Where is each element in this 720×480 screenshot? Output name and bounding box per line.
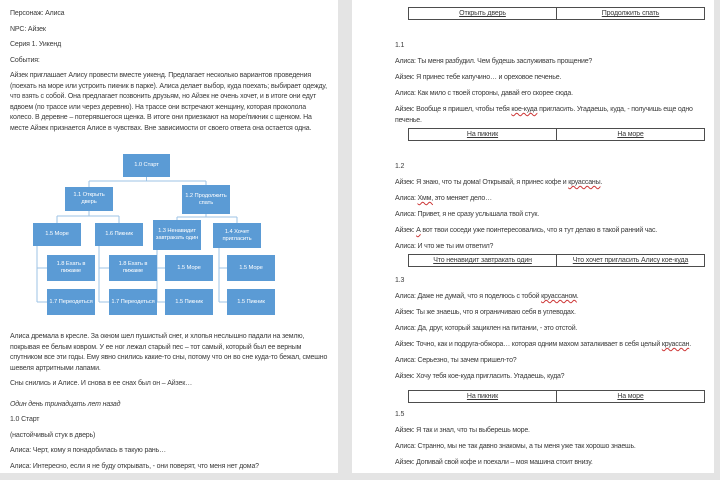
narrative-paragraph-1: Алиса дремала в кресле. За окном шел пушистый снег, и хлопья неслышно падали на землю, покрывая ее белым ковром. У ее ног лежал старый пес – тот самый, который был ее верным спутником все эти годы. Ему явно снились какие-то сны, потому что он во сне куда-то бежал, смешно шевеля артритными лапами. bbox=[10, 333, 328, 372]
dialogue-line: Айзек: А вот твои соседи уже поинтересовались, что я тут делаю в такой ранний час. bbox=[395, 227, 658, 234]
flow-node-open-door: 1.1 Открыть дверь bbox=[65, 187, 113, 211]
dialogue-line: Алиса: Да, друг, который зациклен на питании, - это отстой. bbox=[395, 325, 578, 332]
dialogue-line: Алиса: Серьезно, ты зачем пришел-то? bbox=[395, 357, 517, 364]
choice-table-4 bbox=[408, 390, 705, 403]
section-1-1 bbox=[395, 41, 714, 132]
flow-node-sea-c: 1.5 Море bbox=[165, 255, 213, 281]
choice-link-picnic[interactable]: На пикник bbox=[466, 131, 499, 138]
dialogue-line: Алиса: Странно, мы не так давно знакомы, а ты меня уже так хорошо знаешь. bbox=[395, 443, 636, 450]
flow-node-pajamas-a: 1.8 Ехать в пижаме bbox=[47, 255, 95, 281]
flow-node-picnic-a: 1.6 Пикник bbox=[95, 223, 143, 246]
flow-node-sea-a: 1.5 Море bbox=[33, 223, 81, 246]
choice-link-hates-breakfast[interactable]: Что ненавидит завтракать один bbox=[433, 257, 532, 264]
section-1-3 bbox=[395, 276, 714, 388]
choice-link-wants-invite[interactable]: Что хочет пригласить Алису кое-куда bbox=[556, 255, 704, 266]
dialogue-line: Алиса: Привет, я не сразу услышала твой стук. bbox=[395, 211, 539, 218]
section-id: 1.1 bbox=[395, 42, 405, 49]
events-paragraph: Айзек приглашает Алису провести вместе уикенд. Предлагает несколько вариантов проведения (поехать на море или устроить пикник в парке). Алиса делает выбор, куда поехать; выбирает одежду, что взять с собой. Она предлагает позвонить друзьям, но Айзек не очень хочет, и в итоге они едут вдвоем (по трассе или через деревню). На трассе они встречают женщину, которая проколола колесо. В деревне – потерявшегося щенка. В итоге они приезжают на море/пикник с щенком. На месте Айзек признается Алисе в чувствах. Вне зависимости от своего ответа она остается одна. bbox=[10, 72, 327, 132]
events-label: События: bbox=[10, 56, 40, 64]
flow-node-start: 1.0 Старт bbox=[123, 154, 170, 177]
flow-node-sea-d: 1.5 Море bbox=[227, 255, 275, 281]
page-left bbox=[0, 0, 338, 473]
choice-link-sea[interactable]: На море bbox=[556, 129, 704, 140]
character-line: Персонаж: Алиса bbox=[10, 10, 65, 17]
dialogue-tree-diagram bbox=[0, 150, 338, 322]
dialogue-line: Алиса: Черт, кому я понадобилась в такую рань… bbox=[10, 447, 166, 454]
section-id: 1.5 bbox=[395, 411, 405, 418]
narrative-paragraph-2: Сны снились и Алисе. И снова в ее снах был он – Айзек… bbox=[10, 380, 193, 387]
choice-link-sea[interactable]: На море bbox=[556, 391, 704, 402]
page-right bbox=[352, 0, 714, 473]
flow-node-change-a: 1.7 Переодеться bbox=[47, 289, 95, 315]
dialogue-line: Алиса: Интересно, если я не буду открывать, - они поверят, что меня нет дома? bbox=[10, 462, 259, 470]
dialogue-line: Алиса: Хмм, это меняет дело… bbox=[395, 195, 492, 202]
dialogue-line: Алиса: Даже не думай, что я поделюсь с тобой круассаном. bbox=[395, 293, 579, 300]
choice-table-1 bbox=[408, 7, 705, 20]
stage-direction: (настойчивый стук в дверь) bbox=[10, 431, 96, 439]
dialogue-line: Алиса: Ты меня разбудил. Чем будешь заслуживать прощение? bbox=[395, 58, 593, 65]
flow-node-pajamas-b: 1.8 Ехать в пижаме bbox=[109, 255, 157, 281]
flow-node-change-b: 1.7 Переодеться bbox=[109, 289, 157, 315]
section-1-5 bbox=[395, 410, 714, 474]
choice-link-picnic[interactable]: На пикник bbox=[466, 393, 499, 400]
flow-node-hates-breakfast: 1.3 Ненавидит завтракать один bbox=[153, 220, 201, 250]
script-header-block bbox=[10, 9, 329, 139]
dialogue-line: Айзек: Точно, как и подруга-обжора… которая одним махом заталкивает в себя целый круассан. bbox=[395, 341, 691, 348]
flashback-heading: Один день тринадцать лет назад bbox=[10, 400, 121, 408]
flow-node-keep-sleeping: 1.2 Продолжить спать bbox=[182, 185, 230, 214]
dialogue-line: Айзек: Хочу тебя кое-куда пригласить. Угадаешь, куда? bbox=[395, 373, 565, 380]
section-1-2 bbox=[395, 162, 714, 258]
flow-node-picnic-c: 1.5 Пикник bbox=[165, 289, 213, 315]
dialogue-line: Айзек: Допивай свой кофе и поехали – моя машина стоит внизу. bbox=[395, 459, 593, 466]
narrative-block bbox=[10, 332, 329, 477]
flow-node-wants-invite: 1.4 Хочет пригласить bbox=[213, 223, 261, 248]
dialogue-line: Алиса: И что же ты им ответил? bbox=[395, 243, 494, 250]
dialogue-line: Алиса: Как мило с твоей стороны, давай его скорее сюда. bbox=[395, 90, 573, 97]
dialogue-line: Айзек: Я принес тебе капучино… и ореховое печенье. bbox=[395, 74, 562, 81]
section-id: 1.2 bbox=[395, 163, 405, 170]
choice-link-keep-sleeping[interactable]: Продолжить спать bbox=[556, 8, 704, 19]
section-id: 1.3 bbox=[395, 277, 405, 284]
dialogue-line: Айзек: Я знаю, что ты дома! Открывай, я принес кофе и круассаны. bbox=[395, 179, 603, 186]
dialogue-line: Айзек: Ты же знаешь, что я ограничиваю себя в углеводах. bbox=[395, 309, 576, 316]
choice-table-3 bbox=[408, 254, 705, 267]
series-line: Серия 1. Уикенд bbox=[10, 41, 62, 48]
npc-line: NPC: Айзек bbox=[10, 25, 46, 33]
dialogue-line: Айзек: Я так и знал, что ты выберешь море. bbox=[395, 427, 530, 434]
scene-id: 1.0 Старт bbox=[10, 416, 40, 423]
choice-table-2 bbox=[408, 128, 705, 141]
dialogue-line: Айзек: Вообще я пришел, чтобы тебя кое-куда пригласить. Угадаешь, куда, - получишь еще одно печенье. bbox=[395, 106, 693, 124]
flow-node-picnic-d: 1.5 Пикник bbox=[227, 289, 275, 315]
choice-link-open-door[interactable]: Открыть дверь bbox=[459, 10, 506, 17]
